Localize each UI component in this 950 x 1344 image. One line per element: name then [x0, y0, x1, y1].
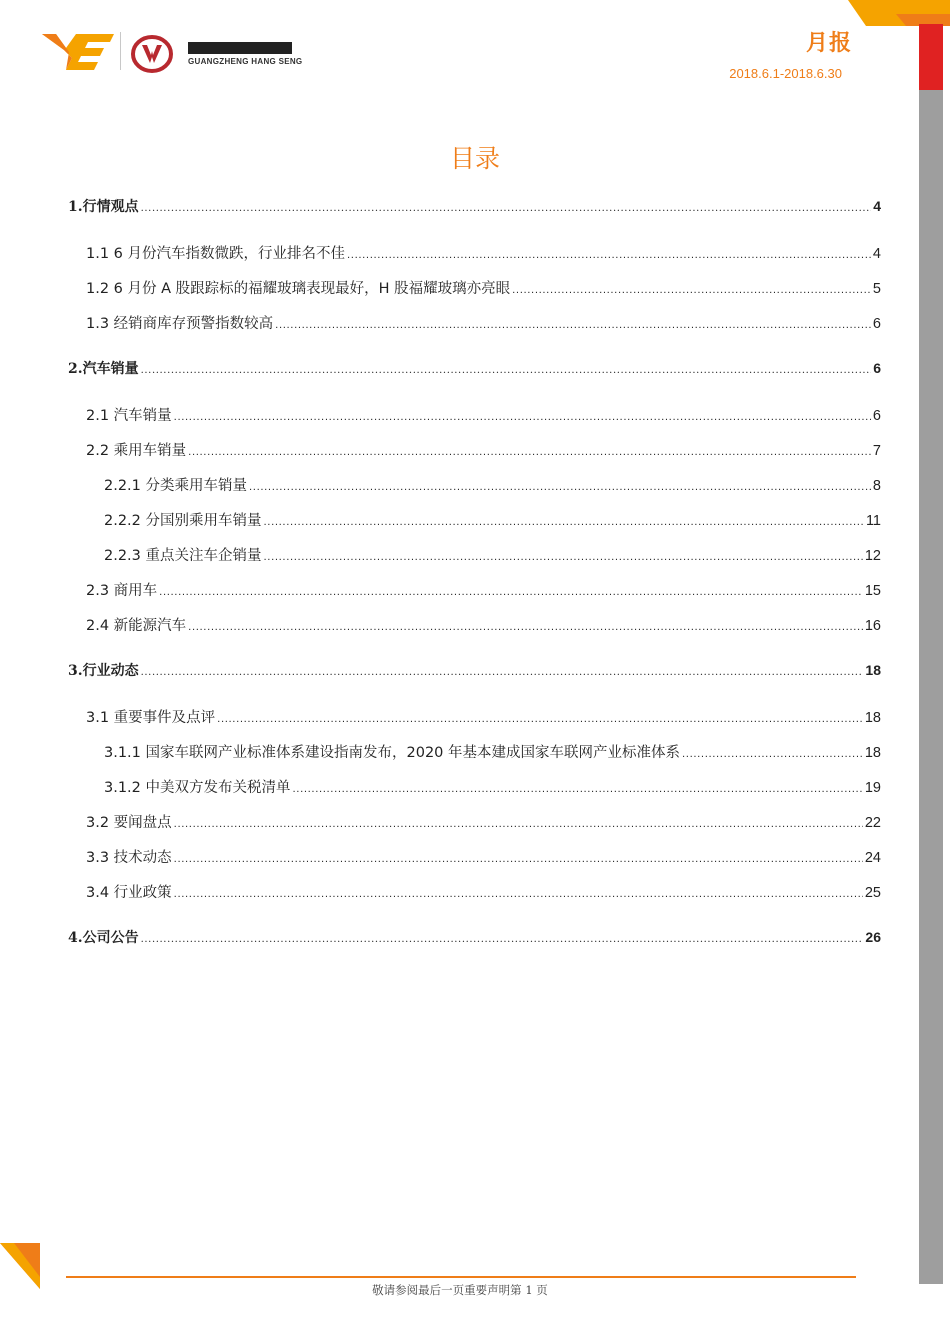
toc-page-number: 5 [872, 281, 881, 297]
toc-entry-text: 2.2.2 分国别乘用车销量 [104, 513, 262, 529]
toc-leader [188, 447, 871, 458]
toc-entry-text: 3.4 行业政策 [86, 885, 172, 901]
toc-leader [174, 854, 863, 865]
toc-leader [141, 365, 872, 376]
toc-page-number: 8 [872, 478, 881, 494]
toc-page-number: 7 [872, 443, 881, 459]
toc-entry-text: 3.1.1 国家车联网产业标准体系建设指南发布，2020 年基本建成国家车联网产业标准体系 [104, 745, 681, 761]
toc-entry-text: 2.4 新能源汽车 [86, 618, 187, 634]
toc-entry[interactable] [86, 579, 881, 600]
toc-entry-text: 2.2.1 分类乘用车销量 [104, 478, 248, 494]
toc-leader [682, 749, 863, 760]
toc-entry[interactable] [86, 277, 881, 298]
toc-leader [174, 819, 863, 830]
report-type-label: 月报 [806, 31, 853, 56]
toc-entry[interactable] [104, 776, 881, 797]
toc-page-number: 4 [872, 246, 881, 262]
toc-entry[interactable] [86, 614, 881, 635]
toc-page-number: 12 [864, 548, 881, 564]
toc-entry[interactable] [86, 439, 881, 460]
toc-leader [275, 320, 871, 331]
toc-entry[interactable] [86, 404, 881, 425]
toc-entry[interactable] [104, 741, 881, 762]
toc-page-number: 25 [864, 885, 881, 901]
toc-entry[interactable] [68, 660, 881, 680]
side-bar-gray [919, 90, 943, 1284]
toc-leader [174, 889, 863, 900]
toc-entry[interactable] [86, 881, 881, 902]
toc-page-number: 26 [865, 929, 881, 945]
toc-entry[interactable] [68, 927, 881, 947]
logo-divider [120, 32, 121, 70]
toc-leader [217, 714, 863, 725]
toc-leader [141, 934, 864, 945]
toc-leader [264, 552, 863, 563]
toc-page-number: 6 [872, 408, 881, 424]
toc-page-number: 15 [864, 583, 881, 599]
toc-entry[interactable] [68, 358, 881, 378]
side-bar-red [919, 24, 943, 90]
toc-leader [174, 412, 871, 423]
toc-leader [347, 250, 871, 261]
toc-entry[interactable] [104, 474, 881, 495]
toc-entry[interactable] [104, 509, 881, 530]
toc-entry-text: 1.2 6 月份 A 股跟踪标的福耀玻璃表现最好，H 股福耀玻璃亦亮眼 [86, 281, 511, 297]
toc-page-number: 19 [864, 780, 881, 796]
toc-page-number: 22 [864, 815, 881, 831]
toc-page-number: 11 [865, 513, 881, 529]
toc-leader [249, 482, 871, 493]
footer-rule [66, 1276, 856, 1278]
toc-leader [264, 517, 864, 528]
toc-entry[interactable] [86, 312, 881, 333]
toc-entry-text: 1.行情观点 [68, 199, 139, 215]
toc-entry[interactable] [86, 242, 881, 263]
toc-leader [159, 587, 863, 598]
toc-entry-text: 2.汽车销量 [68, 361, 139, 377]
toc-leader [188, 622, 863, 633]
toc-entry-text: 1.1 6 月份汽车指数微跌，行业排名不佳 [86, 246, 346, 262]
toc-entry-text: 4.公司公告 [68, 930, 139, 946]
toc-page-number: 16 [864, 618, 881, 634]
toc-leader [141, 203, 872, 214]
toc-page-number: 18 [864, 710, 881, 726]
report-date-range: 2018.6.1-2018.6.30 [729, 66, 842, 81]
toc-page-number: 4 [873, 198, 881, 214]
toc-entry[interactable] [86, 846, 881, 867]
toc-entry-text: 2.3 商用车 [86, 583, 158, 599]
toc-entry-text: 3.1 重要事件及点评 [86, 710, 216, 726]
toc-entry[interactable] [86, 706, 881, 727]
toc-entry-text: 3.2 要闻盘点 [86, 815, 172, 831]
toc-page-number: 24 [864, 850, 881, 866]
toc-entry-text: 2.1 汽车销量 [86, 408, 172, 424]
toc-page-number: 6 [872, 316, 881, 332]
toc-title: 目录 [449, 144, 500, 173]
toc-entry-text: 2.2.3 重点关注车企销量 [104, 548, 262, 564]
toc-entry-text: 3.1.2 中美双方发布关税清单 [104, 780, 291, 796]
footer-disclaimer: 敬请参阅最后一页重要声明第 1 页 [372, 1283, 548, 1297]
toc-entry[interactable] [86, 811, 881, 832]
company-name-mark [188, 42, 292, 54]
corner-accent-top [840, 0, 950, 26]
guangzheng-emblem-icon [130, 33, 174, 73]
toc-leader [293, 784, 863, 795]
ye-logo-icon [42, 30, 114, 72]
toc-page-number: 18 [865, 662, 881, 678]
toc-entry[interactable] [68, 196, 881, 216]
logo-subtitle: GUANGZHENG HANG SENG [188, 57, 303, 66]
toc-entry-text: 3.3 技术动态 [86, 850, 172, 866]
toc-page-number: 6 [873, 360, 881, 376]
toc-entry[interactable] [104, 544, 881, 565]
toc-page-number: 18 [864, 745, 881, 761]
toc-entry-text: 3.行业动态 [68, 663, 139, 679]
toc-entry-text: 2.2 乘用车销量 [86, 443, 187, 459]
toc-entry-text: 1.3 经销商库存预警指数较高 [86, 316, 274, 332]
toc-leader [141, 667, 864, 678]
toc-leader [512, 285, 871, 296]
